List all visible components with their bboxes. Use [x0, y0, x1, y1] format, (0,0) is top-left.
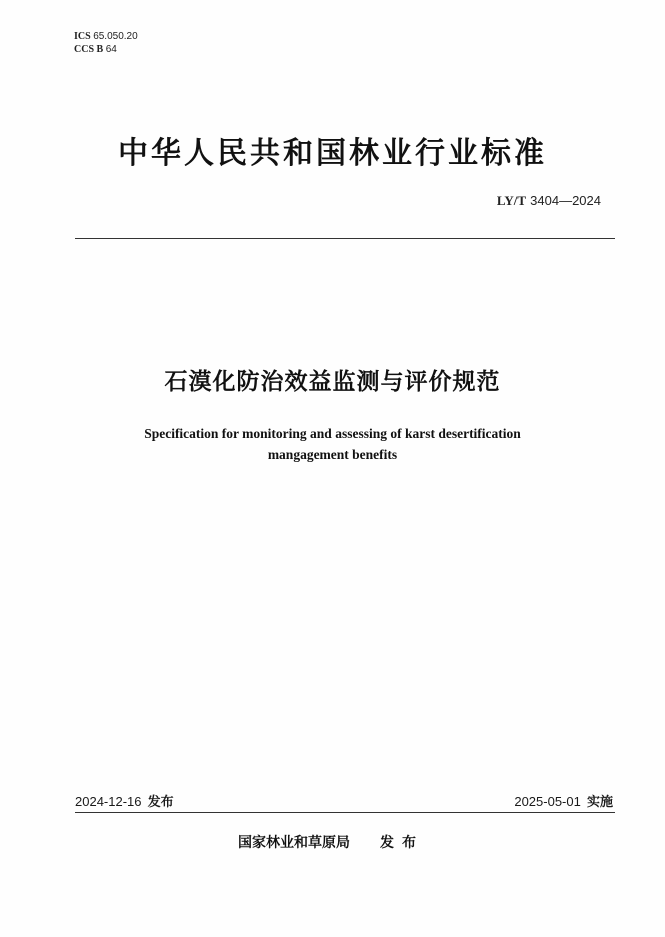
- document-title-cn: 石漠化防治效益监测与评价规范: [164, 369, 501, 395]
- issue-date-value: 2024-12-16: [75, 794, 142, 809]
- publisher-name: 国家林业和草原局: [238, 835, 350, 851]
- document-title-en-line2: mangagement benefits: [267, 447, 398, 462]
- standard-category-title: 中华人民共和国林业行业标准: [118, 136, 547, 171]
- implementation-date-value: 2025-05-01: [514, 794, 581, 809]
- publisher-label: 发布: [380, 835, 424, 851]
- ics-value: 65.050.20: [93, 31, 138, 42]
- classification-codes: [74, 30, 138, 56]
- issue-date-label: 发布: [147, 795, 174, 810]
- implementation-date: [514, 791, 613, 810]
- standard-number: [497, 193, 601, 209]
- publisher: [238, 832, 424, 852]
- footer-divider: [75, 812, 615, 813]
- issue-date: [75, 791, 174, 810]
- ccs-code: [74, 43, 138, 56]
- header-divider: [75, 238, 615, 239]
- ccs-value: 64: [105, 44, 117, 55]
- standard-number-value: 3404—2024: [530, 193, 601, 208]
- ics-label: ICS: [74, 31, 91, 42]
- implementation-date-label: 实施: [586, 795, 613, 810]
- ccs-label: CCS B: [74, 44, 104, 55]
- standard-prefix: LY/T: [496, 193, 527, 208]
- document-title-en-line1: Specification for monitoring and assessing of karst desertification: [144, 426, 521, 441]
- ics-code: [74, 30, 138, 43]
- document-title-en: [0, 423, 665, 465]
